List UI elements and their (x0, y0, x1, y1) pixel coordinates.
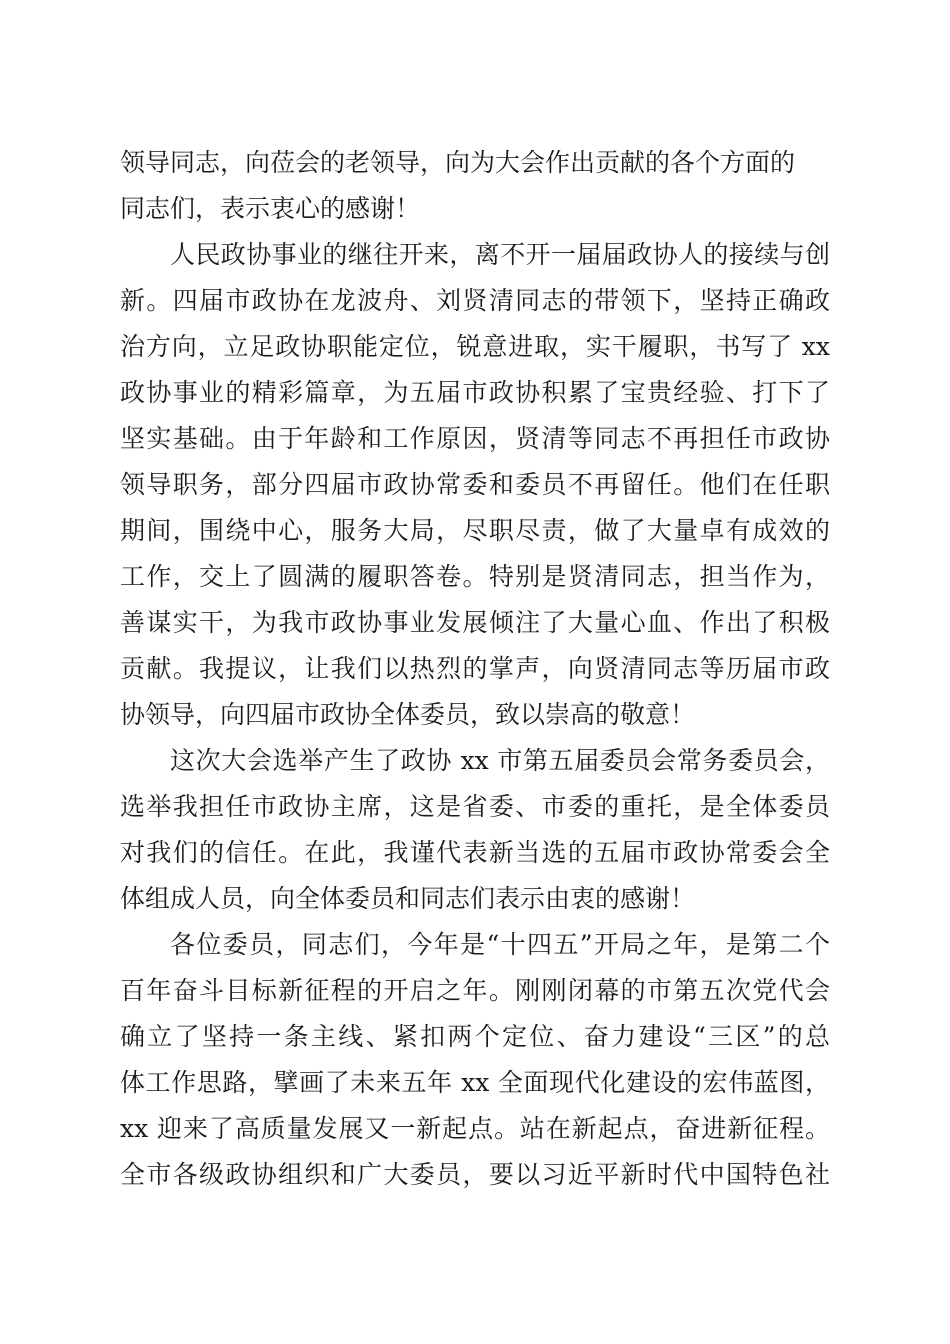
text-line: 善谋实干，为我市政协事业发展倾注了大量心血、作出了积极 (120, 608, 830, 637)
text-line: 领导同志，向莅会的老领导，向为大会作出贡献的各个方面的 (120, 148, 796, 177)
text-line: 政协事业的精彩篇章，为五届市政协积累了宝贵经验、打下了 (120, 378, 830, 407)
text-line: 新。四届市政协在龙波舟、刘贤清同志的带领下，坚持正确政 (120, 286, 830, 315)
text-line: 体组成人员，向全体委员和同志们表示由衷的感谢！ (120, 884, 696, 913)
text-line: 全市各级政协组织和广大委员，要以习近平新时代中国特色社 (120, 1160, 830, 1189)
text-line: 贡献。我提议，让我们以热烈的掌声，向贤清同志等历届市政 (120, 654, 830, 683)
text-line: 体工作思路，擘画了未来五年 xx 全面现代化建设的宏伟蓝图， (120, 1068, 830, 1097)
text-line: 确立了坚持一条主线、紧扣两个定位、奋力建设“三区”的总 (120, 1022, 830, 1051)
text-line: 坚实基础。由于年龄和工作原因，贤清等同志不再担任市政协 (120, 424, 830, 453)
paragraph-first-line: 这次大会选举产生了政协 xx 市第五届委员会常务委员会， (170, 746, 830, 775)
paragraph-first-line: 人民政协事业的继往开来，离不开一届届政协人的接续与创 (170, 240, 830, 269)
text-line: xx 迎来了高质量发展又一新起点。站在新起点，奋进新征程。 (120, 1114, 830, 1143)
text-line: 领导职务，部分四届市政协常委和委员不再留任。他们在任职 (120, 470, 830, 499)
text-line: 选举我担任市政协主席，这是省委、市委的重托，是全体委员 (120, 792, 830, 821)
text-line: 治方向，立足政协职能定位，锐意进取，实干履职，书写了 xx (120, 332, 830, 361)
text-line: 工作，交上了圆满的履职答卷。特别是贤清同志，担当作为， (120, 562, 830, 591)
text-line: 百年奋斗目标新征程的开启之年。刚刚闭幕的市第五次党代会 (120, 976, 830, 1005)
text-line: 期间，围绕中心，服务大局，尽职尽责，做了大量卓有成效的 (120, 516, 830, 545)
text-line: 对我们的信任。在此，我谨代表新当选的五届市政协常委会全 (120, 838, 830, 867)
text-line: 同志们，表示衷心的感谢！ (120, 194, 421, 223)
paragraph-first-line: 各位委员，同志们，今年是“十四五”开局之年，是第二个 (170, 930, 830, 959)
text-line: 协领导，向四届市政协全体委员，致以崇高的敬意！ (120, 700, 696, 729)
